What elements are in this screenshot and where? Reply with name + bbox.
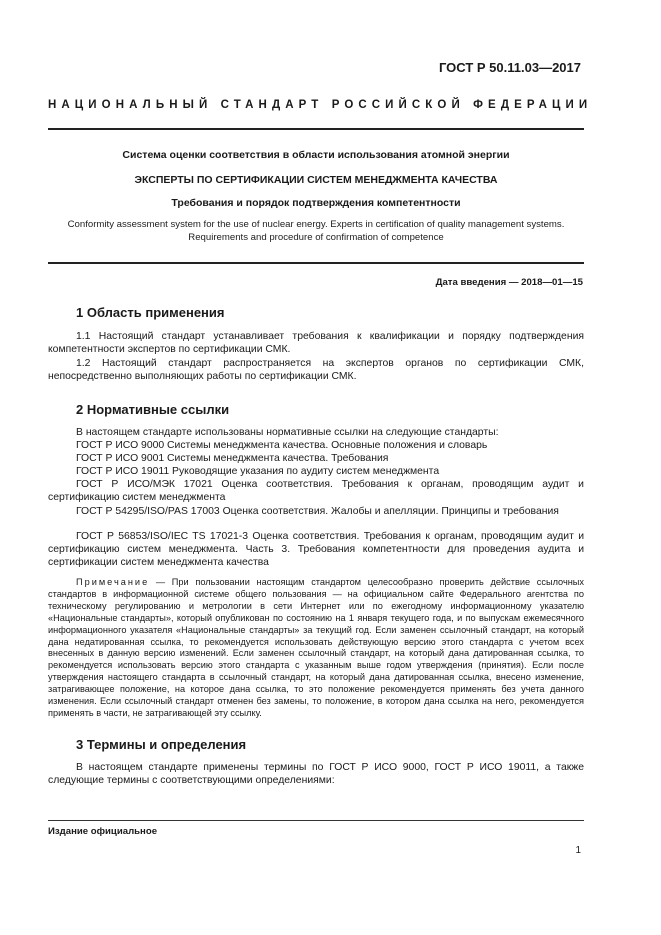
reference-gost-iso-19011: ГОСТ Р ИСО 19011 Руководящие указания по аудиту систем менеджмента <box>76 466 440 477</box>
title-line-2: ЭКСПЕРТЫ ПО СЕРТИФИКАЦИИ СИСТЕМ МЕНЕДЖМЕНТА КАЧЕСТВА <box>134 174 498 186</box>
official-edition-label: Издание официальное <box>48 826 158 837</box>
reference-gost-iso-iec-17021: ГОСТ Р ИСО/МЭК 17021 Оценка соответствия. Требования к органам, проводящим аудит и сертификацию систем менеджмента <box>48 479 584 504</box>
reference-gost-56853: ГОСТ Р 56853/ISO/IEC TS 17021-3 Оценка соответствия. Требования к органам, проводящим аудит и сертификацию систем менеджмента. Часть 3. Требования компетентности для проведения аудита и сертификации систем менеджмента качества <box>48 531 584 569</box>
section-3-paragraph-1: В настоящем стандарте применены термины по ГОСТ Р ИСО 9000, ГОСТ Р ИСО 19011, а также следующие термины с соответствующими определениями: <box>48 762 584 787</box>
english-title-line-2: Requirements and procedure of confirmation of competence <box>188 231 444 243</box>
title-line-1: Система оценки соответствия в области использования атомной энергии <box>122 149 510 161</box>
title-line-3: Требования и порядок подтверждения компетентности <box>171 197 461 209</box>
section-2-intro: В настоящем стандарте использованы нормативные ссылки на следующие стандарты: <box>76 427 499 438</box>
national-standard-banner: НАЦИОНАЛЬНЫЙ СТАНДАРТ РОССИЙСКОЙ ФЕДЕРАЦИИ <box>48 99 593 111</box>
english-title-line-1: Conformity assessment system for the use of nuclear energy. Experts in certification of quality management systems. <box>67 219 565 230</box>
section-2-note <box>48 577 584 720</box>
english-title <box>48 219 584 244</box>
section-3-heading: 3 Термины и определения <box>76 737 247 752</box>
section-1-heading: 1 Область применения <box>76 305 225 320</box>
section-1-paragraph-2: 1.2 Настоящий стандарт распространяется на экспертов органов по сертификации СМК, непосредственно выполняющих работы по сертификации СМК. <box>48 358 584 383</box>
title-divider <box>48 262 584 264</box>
introduction-date: Дата введения — 2018—01—15 <box>435 277 583 288</box>
section-2-heading: 2 Нормативные ссылки <box>76 402 230 417</box>
footer-divider <box>48 820 584 821</box>
note-label: Примечание <box>76 577 150 587</box>
reference-gost-iso-9001: ГОСТ Р ИСО 9001 Системы менеджмента качества. Требования <box>76 453 389 464</box>
standard-number: ГОСТ Р 50.11.03—2017 <box>438 60 581 75</box>
reference-gost-54295: ГОСТ Р 54295/ISO/PAS 17003 Оценка соответствия. Жалобы и апелляции. Принципы и требования <box>76 506 559 517</box>
section-1-paragraph-1: 1.1 Настоящий стандарт устанавливает требования к квалификации и порядку подтверждения компетентности экспертов по сертификации СМК. <box>48 331 584 356</box>
reference-gost-iso-9000: ГОСТ Р ИСО 9000 Системы менеджмента качества. Основные положения и словарь <box>76 440 488 451</box>
note-text: — При пользовании настоящим стандартом целесообразно проверить действие ссылочных стандартов в информационной системе общего пользования — на официальном сайте Федерального агентства по техническому регулированию и метрологии в сети Интернет или по ежегодному информационному указателю «Национальные стандарты», который опубликован по состоянию на 1 января текущего года, и по выпускам ежемесячного информационного указателя «Национальные стандарты» за текущий год. Если заменен ссылочный стандарт, на который дана недатированная ссылка, то рекомендуется использовать действующую версию этого стандарта с учетом всех внесенных в данную версию изменений. Если заменен ссылочный стандарт, на который дана датированная ссылка, то рекомендуется использовать версию этого стандарта с указанным выше годом утверждения (принятия). Если после утверждения настоящего стандарта в ссылочный стандарт, на который дана датированная ссылка, внесено изменение, затрагивающее положение, на которое дана ссылка, то это положение рекомендуется применять без учета данного изменения. Если ссылочный стандарт отменен без замены, то положение, в котором дана ссылка на него, рекомендуется применять в части, не затрагивающей эту ссылку. <box>48 577 584 718</box>
page-number: 1 <box>575 845 581 856</box>
header-divider <box>48 128 584 130</box>
